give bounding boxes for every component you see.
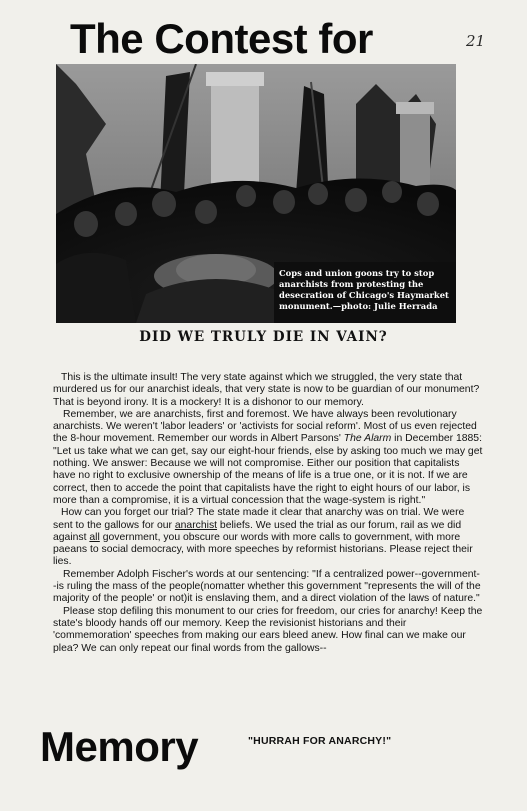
underlined-word: all	[89, 531, 100, 543]
paragraph: This is the ultimate insult! The very state against which we struggled, the very state that murdered us for our anarchist ideals, that very state is now to be guardian of our monument? That is beyond irony. It is a mockery! It is a dishonor to our memory.	[53, 372, 480, 408]
footer-headline: Memory	[40, 723, 199, 770]
headline: The Contest for	[70, 15, 373, 62]
final-quote: "HURRAH FOR ANARCHY!"	[248, 735, 392, 747]
photo-caption: Cops and union goons try to stop anarchists from protesting the desecration of Chicago's Haymarket monument.—photo: Julie Herrada	[279, 268, 449, 311]
paragraph: How can you forget our trial? The state made it clear that anarchy was on trial. We were sent to the gallows for our anarchist beliefs. We used the trial as our forum, rail as we did against all government, you obscure our words with more calls to government, with more paeans to social democracy, with more speeches by reformist historians. Please reject their lies.	[53, 507, 473, 568]
publication-title: The Alarm	[343, 433, 392, 445]
paragraph: Remember, we are anarchists, first and foremost. We have always been revolutionary anarchists. We weren't 'labor leaders' or 'activists for social reform'. Most of us even rejected the 8-hour movement. Remember our words in Albert Parsons' The Alarm in December 1885: "Let us take what we can get, say our eight-hour friends, else by asking too much we may get nothing. We answer: Because we will not compromise. Either our position that capitalists have no right to exclusive ownership of the means of life is a true one, or it is not. If we are correct, then to accede the point that capitalists have the right to eight hours of our labor, is more than a compromise, it is a virtual concession that the wage-system is right."	[53, 408, 483, 506]
paragraph: Remember Adolph Fischer's words at our sentencing: "If a centralized power--government--is ruling the mass of the people(nomatter whether this government "represents the will of the majority of the people' or not)it is enslaving them, and a direct violation of the laws of nature."	[53, 568, 481, 605]
page-number: 21	[466, 32, 486, 50]
article-body	[53, 372, 483, 655]
subheading: DID WE TRULY DIE IN VAIN?	[139, 329, 388, 345]
underlined-word: anarchist	[174, 519, 218, 531]
paragraph: Please stop defiling this monument to our cries for freedom, our cries for anarchy! Keep the state's bloody hands off our memory. Keep the revisionist historians and their 'commemoration' speeches from making our ears bleed anew. How final can we make our plea? We can only repeat our final words from the gallows--	[53, 605, 483, 654]
